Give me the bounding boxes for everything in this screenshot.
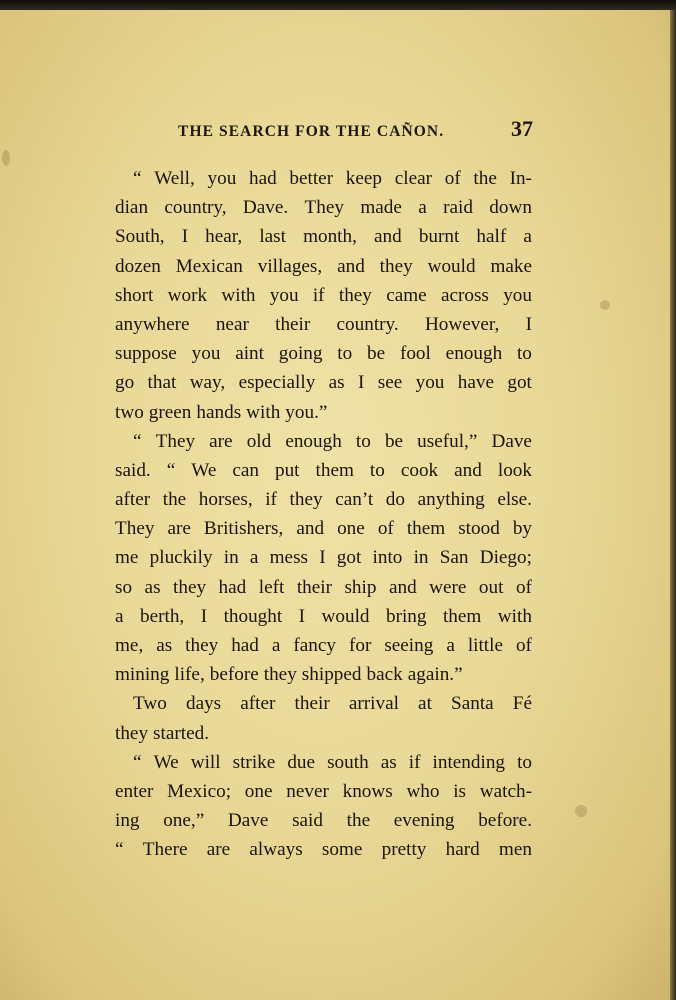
word: at [418,693,432,715]
text-line [115,222,532,251]
text-line [115,660,532,689]
word: and [337,255,365,277]
word: Diego; [479,547,532,569]
word: a [418,197,427,219]
word: “ [115,839,124,861]
paper-stain [2,150,10,166]
word: to [355,430,371,452]
word: dian [115,197,149,219]
word: villages, [257,255,323,277]
text-line [115,252,532,281]
word: me [115,547,139,569]
word: Santa [451,693,494,715]
word: clear [394,168,433,189]
word: the [473,168,497,189]
word: back [366,664,403,686]
word: green [148,401,192,423]
word: old [246,430,272,452]
word: near [215,313,249,335]
word: they [289,489,323,511]
word: Two [133,693,167,715]
word: some [321,839,363,861]
word: ship [344,576,377,598]
word: arrival [348,693,399,715]
word: I [358,372,365,394]
word: you [207,168,237,189]
word: into [372,547,403,569]
word: two [115,401,144,423]
word: last [259,226,286,248]
word: you [503,284,532,306]
text-line [115,835,532,864]
word: pluckily [149,547,213,569]
word: else. [497,489,532,511]
word: They [304,197,344,219]
word: put [274,459,300,481]
word: work [167,284,208,306]
word: ing [115,810,140,832]
word: country. [336,313,399,335]
word: can’t [335,489,374,511]
word: Dave. [242,197,289,219]
word: of [515,576,532,598]
word: a [271,635,281,656]
word: enter [115,780,154,802]
word: better [289,168,334,189]
word: intending [432,751,506,773]
word: they [379,255,413,277]
word: hands [196,401,242,423]
text-line [115,806,532,835]
word: to [516,343,532,365]
word: said [292,810,323,832]
word: they [263,664,297,686]
word: do [385,489,405,511]
word: suppose [115,343,177,365]
word: if [408,751,421,773]
word: as [380,751,397,773]
word: country, [164,197,227,219]
page-header [178,115,538,155]
paper-stain [600,300,610,310]
word: and [296,518,325,540]
word: would [321,605,370,627]
word: had [231,635,259,656]
word: enough [285,430,342,452]
word: a [249,547,259,569]
word: short [115,284,154,306]
text-line [115,310,532,339]
word: you.” [285,401,328,423]
word: I [525,313,532,335]
word: always [249,839,303,861]
word: never [286,780,329,802]
word: make [490,255,532,277]
word: be [367,343,386,365]
word: if [265,489,277,511]
word: They [115,518,155,540]
word: got [507,372,532,394]
word: see [377,372,403,394]
word: the [346,810,371,832]
word: fool [399,343,431,365]
word: said. [115,459,151,481]
word: in [413,547,429,569]
word: Fé [512,693,532,715]
word: can [232,459,259,481]
word: after [240,693,276,715]
word: of [444,168,461,189]
word: had [248,168,277,189]
word: they [338,284,372,306]
word: Mexico; [167,780,232,802]
word: with [497,605,532,627]
word: We [191,459,217,481]
word: is [453,780,467,802]
word: them [406,518,446,540]
word: of [377,518,394,540]
word: watch- [479,780,532,802]
word: that [147,372,177,394]
word: thought [223,605,283,627]
word: “ [133,168,142,189]
word: had [218,576,247,598]
word: Dave [227,810,269,832]
word: a [523,226,532,248]
word: they [185,635,219,656]
word: are [206,839,231,861]
word: anywhere [115,313,190,335]
word: before. [478,810,532,832]
running-head: THE SEARCH FOR THE CAÑON. [178,123,445,140]
word: Britishers, [203,518,284,540]
text-line [115,543,532,572]
word: mining [115,664,170,686]
word: as [156,635,173,656]
word: I [298,605,306,627]
text-line [115,631,532,660]
word: they [173,576,207,598]
word: are [167,518,191,540]
word: bring [385,605,427,627]
word: to [337,343,353,365]
page-number: 37 [511,116,533,141]
word: raid [443,197,473,219]
word: who [406,780,440,802]
word: anything [417,489,485,511]
word: mess [269,547,308,569]
word: their [275,313,311,335]
text-line [115,485,532,514]
word: you [415,372,445,394]
word: life, [174,664,205,686]
page-right-edge [670,10,676,1000]
word: evening [393,810,455,832]
text-line [115,193,532,222]
word: dozen [115,255,161,277]
word: were [429,576,467,598]
text-line [115,748,532,777]
text-line [115,164,532,193]
word: have [457,372,494,394]
word: They [155,430,196,452]
word: going [278,343,323,365]
text-line [115,339,532,368]
word: days [185,693,222,715]
word: left [258,576,285,598]
word: San [439,547,469,569]
word: of [515,635,532,656]
word: one [244,780,273,802]
word: I [200,605,208,627]
word: so [115,576,133,598]
word: with [221,284,256,306]
word: We [153,751,179,773]
word: started. [153,722,209,744]
word: across [440,284,489,306]
word: go [115,372,135,394]
word: a [115,605,124,627]
word: South, [115,226,165,248]
body-text [115,164,532,865]
text-line [115,689,532,718]
word: strike [232,751,276,773]
word: stood [458,518,500,540]
word: berth, [140,605,185,627]
word: Dave [491,430,532,452]
word: south [327,751,369,773]
word: with [246,401,281,423]
word: In- [509,168,532,189]
text-line [115,719,532,748]
word: and [454,459,482,481]
word: way, [189,372,226,394]
word: However, [424,313,500,335]
word: for [348,635,372,656]
word: made [360,197,402,219]
word: a [446,635,455,656]
word: down [489,197,532,219]
word: you [269,284,299,306]
word: if [312,284,325,306]
word: I [181,226,189,248]
word: cook [400,459,439,481]
word: month, [303,226,357,248]
word: seeing [384,635,434,656]
word: Mexican [175,255,243,277]
text-line [115,427,532,456]
word: knows [342,780,393,802]
word: in [223,547,239,569]
text-line [115,398,532,427]
text-line [115,777,532,806]
text-line [115,456,532,485]
word: Well, [154,168,195,189]
word: horses, [198,489,253,511]
word: after [115,489,151,511]
word: shipped [301,664,362,686]
word: “ [166,459,176,481]
word: got [336,547,362,569]
word: especially [238,372,316,394]
word: half [476,226,507,248]
word: be [384,430,404,452]
word: little [467,635,503,656]
word: I [319,547,326,569]
word: would [427,255,476,277]
word: out [478,576,504,598]
word: “ [133,751,142,773]
word: you [191,343,221,365]
word: burnt [418,226,460,248]
word: hear, [205,226,243,248]
word: again.” [407,664,463,686]
word: will [190,751,221,773]
word: the [162,489,187,511]
word: aint [235,343,264,365]
word: one [337,518,365,540]
word: due [287,751,316,773]
word: hard [445,839,480,861]
word: to [369,459,385,481]
word: came [386,284,427,306]
word: “ [133,430,142,452]
word: by [512,518,532,540]
word: they [115,722,149,744]
word: men [498,839,532,861]
paper-stain [575,805,587,817]
word: me, [115,635,144,656]
word: their [296,576,332,598]
word: them [442,605,482,627]
text-line [115,514,532,543]
word: their [294,693,330,715]
word: useful,” [417,430,478,452]
word: before [209,664,259,686]
word: as [328,372,345,394]
text-line [115,573,532,602]
word: as [144,576,161,598]
word: and [374,226,402,248]
text-line [115,281,532,310]
word: keep [345,168,383,189]
text-line [115,368,532,397]
word: enough [445,343,503,365]
word: pretty [381,839,427,861]
word: There [142,839,188,861]
word: fancy [293,635,336,656]
word: look [497,459,532,481]
word: to [517,751,532,773]
word: are [209,430,233,452]
word: them [315,459,354,481]
word: one,” [163,810,205,832]
word: and [388,576,417,598]
text-line [115,602,532,631]
